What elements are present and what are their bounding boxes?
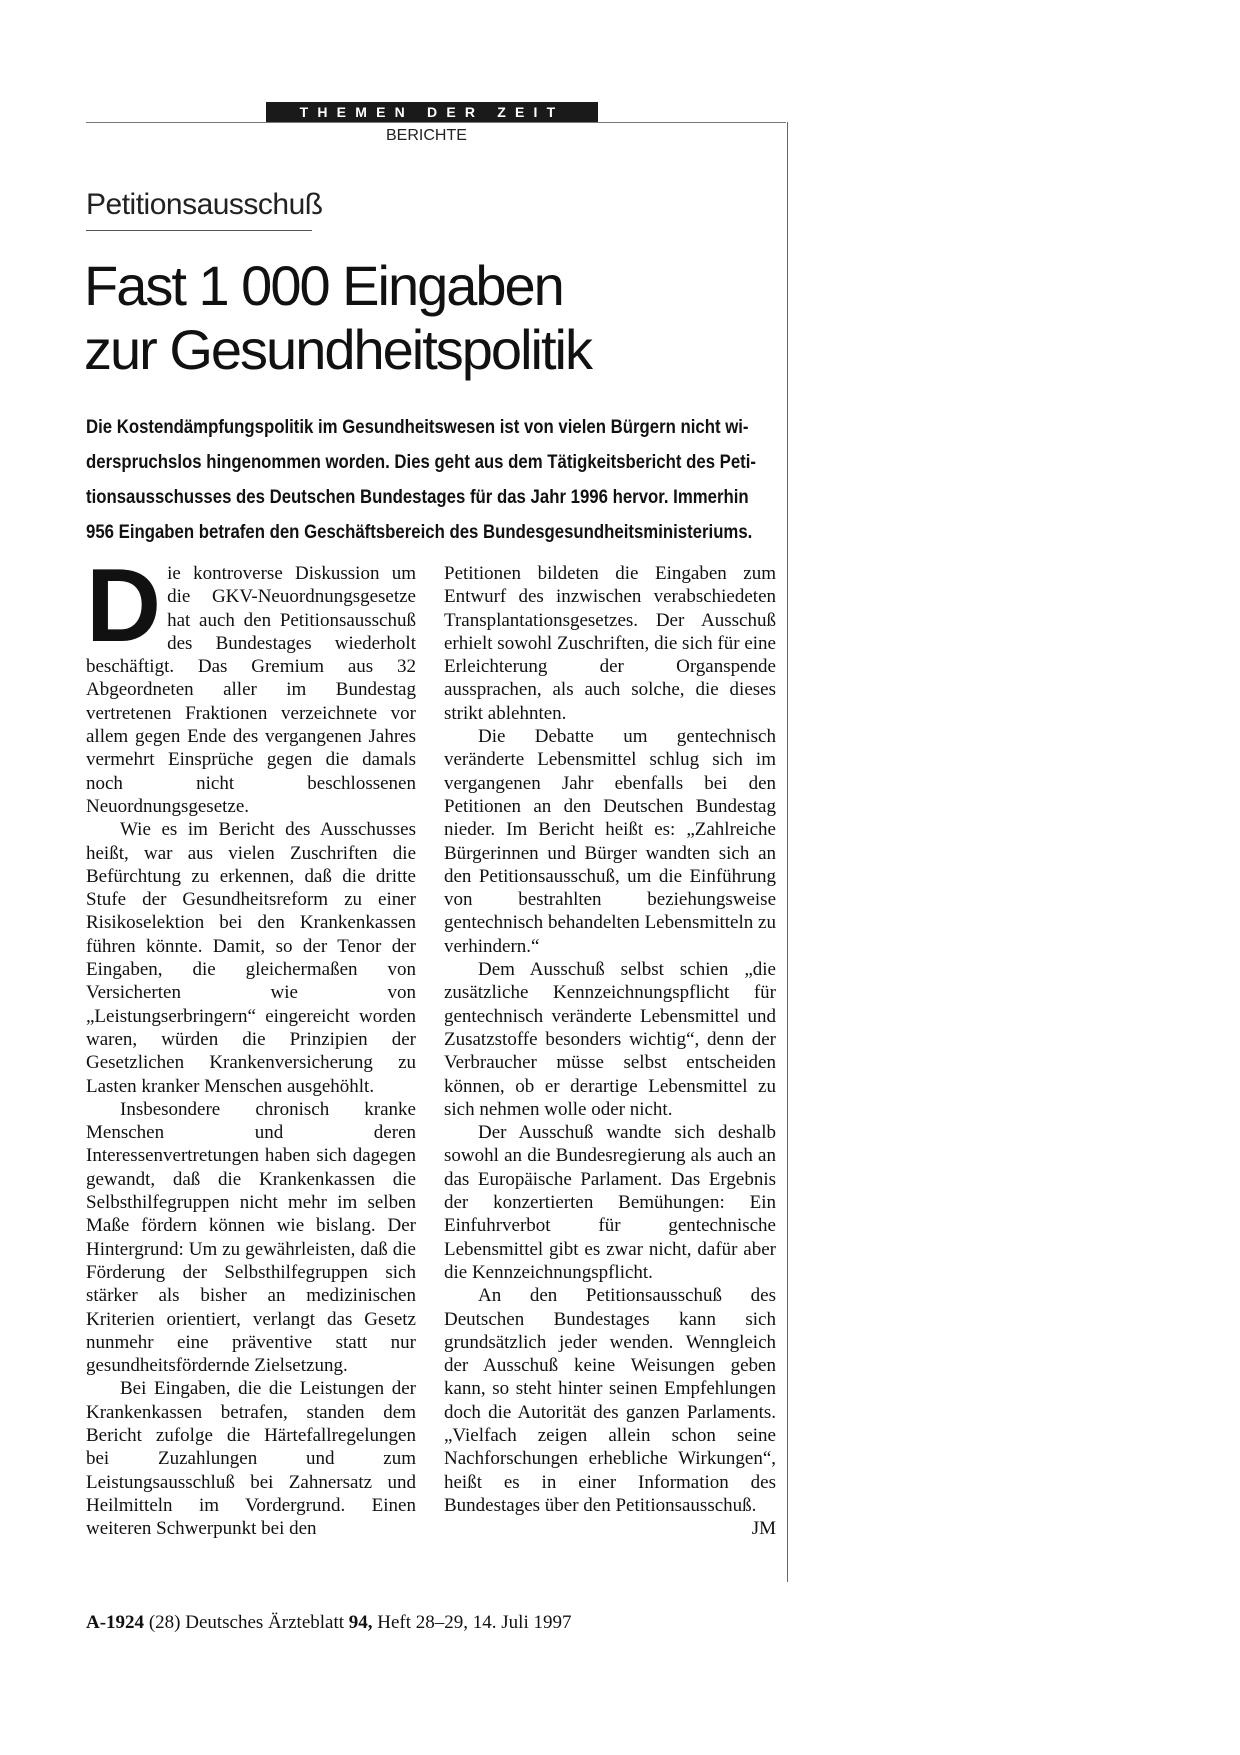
headline-line: Fast 1 000 Eingaben bbox=[84, 254, 563, 317]
body-paragraph: Der Ausschuß wandte sich deshalb sowohl an die Bundesregierung als auch an das Europäische Parlament. Das Ergebnis der konzertierten Bemühungen: Ein Einfuhrverbot für gentechnische Lebensmittel gibt es zwar nicht, dafür aber die Kennzeichnungspflicht. bbox=[444, 1122, 776, 1283]
body-paragraph: Insbesondere chronisch kranke Menschen und deren Interessenvertretungen haben sich dagegen gewandt, daß die Krankenkassen die Selbsthilfegruppen nicht mehr im selben Maße fördern können wie bislang. Der Hintergrund: Um zu gewährleisten, daß die Förderung der Selbsthilfegruppen sich stärker als bisher an medizinischen Kriterien orientiert, verlangt das Gesetz nunmehr eine präventive statt nur gesundheitsfördernde Zielsetzung. bbox=[86, 1098, 416, 1377]
column-rule bbox=[787, 122, 788, 1582]
body-column-right bbox=[444, 562, 776, 1540]
body-paragraph: Die Debatte um gentechnisch veränderte Lebensmittel schlug sich im vergangenen Jahr ebenfalls bei den Petitionen an den Deutschen Bundestag nieder. Im Bericht heißt es: „Zahlreiche Bürgerinnen und Bürger wandten sich an den Petitionsausschuß, um die Einführung von bestrahlten beziehungsweise gentechnisch behandelten Lebensmitteln zu verhindern.“ bbox=[444, 726, 776, 957]
article-kicker: Petitionsausschuß bbox=[86, 188, 323, 221]
page-number: A-1924 bbox=[86, 1612, 145, 1633]
body-paragraph: Wie es im Bericht des Ausschusses heißt, war aus vielen Zuschriften die Befürchtung zu erkennen, daß die dritte Stufe der Gesundheitsreform zu einer Risikoselektion bei den Krankenkassen führen könnte. Damit, so der Tenor der Eingaben, die gleichermaßen von Versicherten wie von „Leistungserbringern“ eingereicht worden waren, würden die Prinzipien der Gesetzlichen Krankenversicherung zu Lasten kranker Menschen ausgehöhlt. bbox=[86, 819, 416, 1097]
article-headline bbox=[84, 254, 774, 382]
journal-name: Deutsches Ärzteblatt bbox=[185, 1612, 345, 1633]
page-number-paren: (28) bbox=[148, 1612, 181, 1633]
kicker-underline bbox=[86, 230, 312, 231]
lead-line: Die Kostendämpfungspolitik im Gesundheitswesen ist von vielen Bürgern nicht wi- bbox=[86, 416, 749, 438]
body-paragraph: Dem Ausschuß selbst schien „die zusätzliche Kennzeichnungspflicht für gentechnisch veränderte Lebensmittel und Zusatzstoffe besonders wichtig“, denn der Verbraucher müsse selbst entscheiden können, ob er derartige Lebensmittel zu sich nehmen wolle oder nicht. bbox=[444, 959, 776, 1120]
headline-line: zur Gesundheitspolitik bbox=[84, 318, 591, 381]
journal-issue: Heft 28–29, 14. Juli 1997 bbox=[377, 1612, 572, 1633]
article-lead bbox=[86, 410, 757, 550]
drop-cap: D bbox=[86, 548, 162, 664]
lead-line: tionsausschusses des Deutschen Bundestages für das Jahr 1996 hervor. Immerhin bbox=[86, 486, 749, 508]
top-rule bbox=[86, 122, 786, 123]
subsection-label: BERICHTE bbox=[386, 127, 467, 144]
body-paragraph bbox=[444, 1284, 776, 1540]
paragraph-text: An den Petitionsausschuß des Deutschen Bundestages kann sich grundsätzlich jeder wenden. Wenngleich der Ausschuß keine Weisungen geben kann, so steht hinter seinen Empfehlungen doch die Autorität des ganzen Parlaments. „Vielfach zeigen allein schon seine Nachforschungen erhebliche Wirkungen“, heißt es in einer Information des Bundestages über den Petitionsausschuß. bbox=[444, 1285, 776, 1516]
body-paragraph bbox=[86, 548, 416, 818]
journal-volume: 94, bbox=[348, 1612, 373, 1633]
lead-line: derspruchslos hingenommen worden. Dies geht aus dem Tätigkeitsbericht des Peti- bbox=[86, 451, 757, 473]
body-column-left bbox=[86, 548, 416, 1540]
section-banner: THEMEN DER ZEIT bbox=[266, 102, 598, 122]
body-paragraph: Bei Eingaben, die die Leistungen der Krankenkassen betrafen, standen dem Bericht zufolge die Härtefallregelungen bei Zuzahlungen und zum Leistungsausschluß bei Zahnersatz und Heilmitteln im Vordergrund. Einen weiteren Schwerpunkt bei den bbox=[86, 1378, 416, 1540]
body-paragraph: Petitionen bildeten die Eingaben zum Entwurf des inzwischen verabschiedeten Transplantationsgesetzes. Der Ausschuß erhielt sowohl Zuschriften, die sich für eine Erleichterung der Organspende aussprachen, als auch solche, die dieses strikt ablehnten. bbox=[444, 563, 776, 724]
author-signature: JM bbox=[751, 1518, 776, 1540]
lead-line: 956 Eingaben betrafen den Geschäftsbereich des Bundesgesundheitsministeriums. bbox=[86, 521, 753, 543]
page-footer bbox=[86, 1612, 572, 1634]
paragraph-text: ie kontroverse Diskussion um die GKV-Neuordnungsgesetze hat auch den Petitionsausschuß des Bundestages wiederholt beschäftigt. Das Gremium aus 32 Abgeordneten aller im Bundestag vertretenen Fraktionen verzeichnete vor allem gegen Ende des vergangenen Jahres vermehrt Einsprüche gegen die damals noch nicht beschlossenen Neuordnungsgesetze. bbox=[86, 563, 416, 817]
